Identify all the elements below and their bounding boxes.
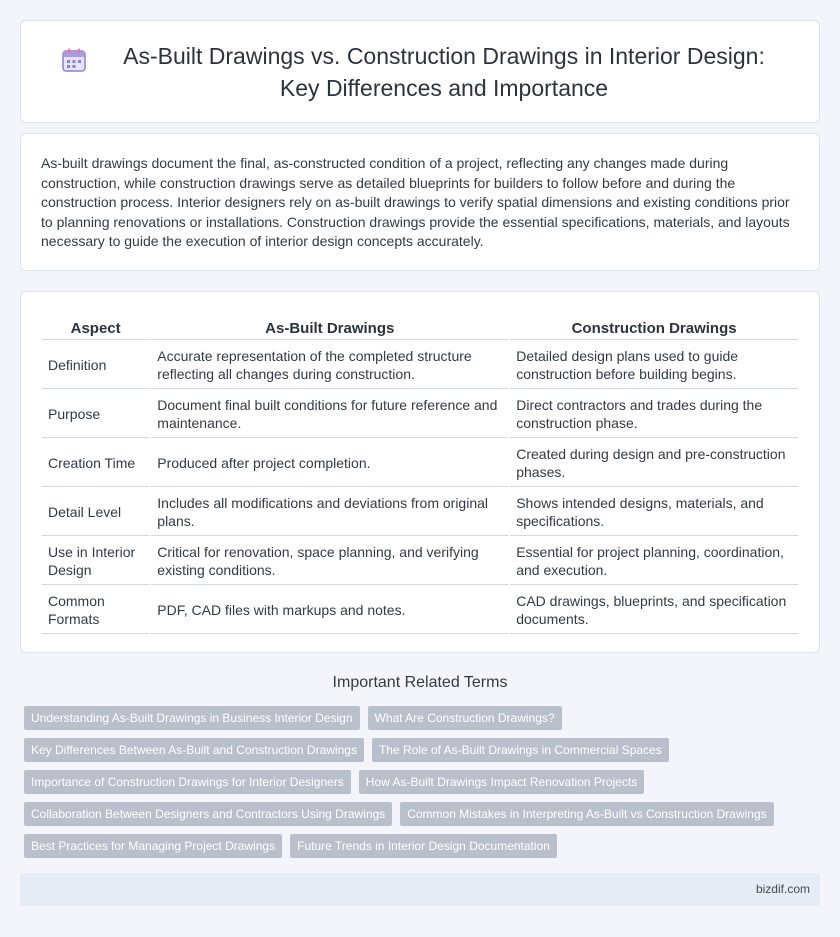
column-header-as-built: As-Built Drawings: [151, 316, 508, 340]
column-header-construction: Construction Drawings: [510, 316, 798, 340]
related-term-link[interactable]: Best Practices for Managing Project Drawings: [24, 834, 282, 858]
related-term-link[interactable]: Collaboration Between Designers and Contractors Using Drawings: [24, 802, 392, 826]
related-term-link[interactable]: Key Differences Between As-Built and Construction Drawings: [24, 738, 364, 762]
page-title: As-Built Drawings vs. Construction Drawings in Interior Design: Key Differences and Importance: [123, 42, 765, 101]
related-term-link[interactable]: Common Mistakes in Interpreting As-Built vs Construction Drawings: [400, 802, 773, 826]
tag-row: [24, 834, 820, 858]
row-construction: Detailed design plans used to guide construction before building begins.: [510, 340, 798, 389]
related-term-link[interactable]: What Are Construction Drawings?: [368, 706, 562, 730]
row-aspect: Use in Interior Design: [42, 536, 149, 585]
row-construction: Direct contractors and trades during the construction phase.: [510, 389, 798, 438]
related-terms-list: [24, 706, 820, 866]
table-row: [42, 536, 798, 585]
column-header-aspect: Aspect: [42, 316, 149, 340]
table-row: [42, 340, 798, 389]
row-aspect: Common Formats: [42, 585, 149, 634]
intro-paragraph: As-built drawings document the final, as-constructed condition of a project, reflecting any changes made during construction, while construction drawings serve as detailed blueprints for builders to follow before and during the construction process. Interior designers rely on as-built drawings to verify spatial dimensions and existing conditions prior to planning renovations or installations. Construction drawings provide the essential specifications, materials, and layouts necessary to guide the execution of interior design concepts accurately.: [41, 155, 790, 250]
footer: [20, 873, 820, 906]
row-as-built: Produced after project completion.: [151, 438, 508, 487]
tag-row: [24, 738, 820, 762]
row-as-built: Includes all modifications and deviations from original plans.: [151, 487, 508, 536]
row-aspect: Detail Level: [42, 487, 149, 536]
row-as-built: Accurate representation of the completed structure reflecting all changes during construction.: [151, 340, 508, 389]
row-construction: Created during design and pre-construction phases.: [510, 438, 798, 487]
related-term-link[interactable]: Future Trends in Interior Design Documentation: [290, 834, 557, 858]
row-construction: CAD drawings, blueprints, and specification documents.: [510, 585, 798, 634]
footer-site-link[interactable]: bizdif.com: [755, 882, 810, 896]
row-aspect: Definition: [42, 340, 149, 389]
related-terms-heading: Important Related Terms: [332, 674, 508, 691]
table-row: [42, 389, 798, 438]
row-aspect: Purpose: [42, 389, 149, 438]
tag-row: [24, 770, 820, 794]
intro-card: [20, 133, 820, 271]
tag-row: [24, 802, 820, 826]
comparison-table-card: [20, 291, 820, 653]
tag-row: [24, 706, 820, 730]
comparison-table: [40, 316, 800, 634]
row-construction: Essential for project planning, coordination, and execution.: [510, 536, 798, 585]
row-as-built: Critical for renovation, space planning, and verifying existing conditions.: [151, 536, 508, 585]
related-term-link[interactable]: The Role of As-Built Drawings in Commercial Spaces: [372, 738, 669, 762]
related-term-link[interactable]: Importance of Construction Drawings for Interior Designers: [24, 770, 351, 794]
table-header-row: [42, 316, 798, 340]
related-term-link[interactable]: How As-Built Drawings Impact Renovation Projects: [359, 770, 644, 794]
row-as-built: Document final built conditions for future reference and maintenance.: [151, 389, 508, 438]
row-construction: Shows intended designs, materials, and specifications.: [510, 487, 798, 536]
table-row: [42, 585, 798, 634]
calendar-icon: [61, 47, 87, 73]
row-aspect: Creation Time: [42, 438, 149, 487]
table-row: [42, 487, 798, 536]
row-as-built: PDF, CAD files with markups and notes.: [151, 585, 508, 634]
related-term-link[interactable]: Understanding As-Built Drawings in Business Interior Design: [24, 706, 360, 730]
header-card: [20, 20, 820, 123]
table-row: [42, 438, 798, 487]
